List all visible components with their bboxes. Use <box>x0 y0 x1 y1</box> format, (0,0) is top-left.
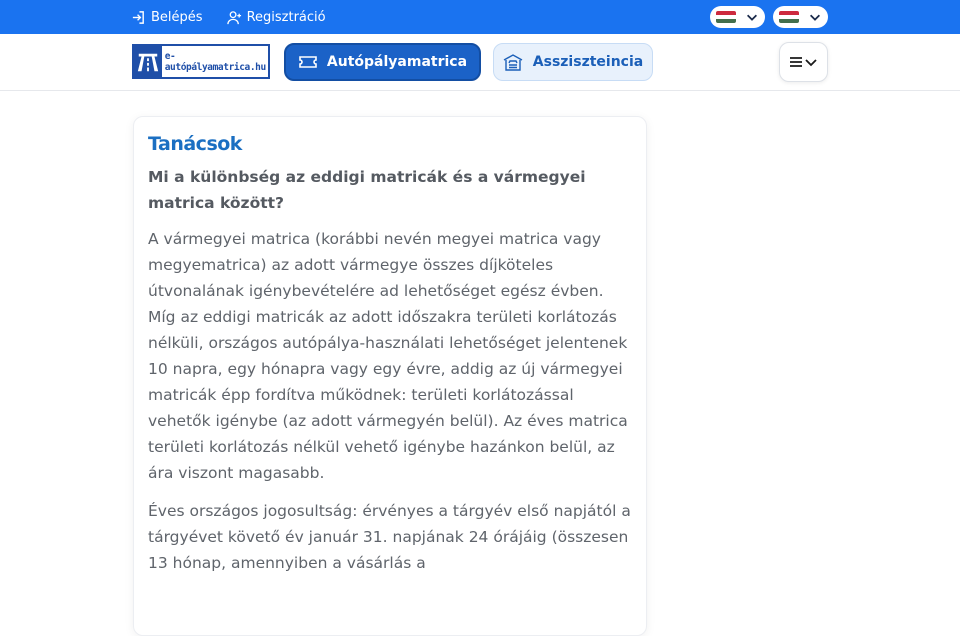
garage-icon <box>503 53 523 71</box>
logo-text: e-autópályamatrica.hu <box>164 50 266 73</box>
site-header <box>0 34 960 91</box>
hungary-flag-icon <box>716 11 736 23</box>
site-logo[interactable] <box>132 44 270 79</box>
ticket-icon <box>298 55 318 69</box>
add-user-icon <box>227 10 242 25</box>
assistance-button-label: Assziszteincia <box>532 54 644 70</box>
register-label: Regisztráció <box>246 9 326 25</box>
login-icon <box>131 10 146 25</box>
chevron-down-icon <box>745 10 759 24</box>
language-select-1[interactable] <box>710 6 765 28</box>
chevron-down-icon <box>804 55 818 69</box>
menu-button[interactable] <box>779 42 828 82</box>
tips-card <box>133 116 647 636</box>
hungary-flag-icon <box>779 11 799 23</box>
faq-answer-paragraph-1: A vármegyei matrica (korábbi nevén megyei matrica vagy megyematrica) az adott vármegye összes díjköteles útvonalának igénybevételére ad lehetőséget egész évben. Míg az eddigi matricák az adott időszakra területi korlátozás nélküli, országos autópálya-használati lehetőséget jelentenek 10 napra, egy hónapra vagy egy évre, addig az új vármegyei matricák épp fordítva működnek: területi korlátozással vehetők igénybe (az adott vármegyén belül). Az éves matrica területi korlátozás nélkül vehető igénybe hazánkon belül, az ára viszont magasabb. <box>148 230 628 482</box>
assistance-button[interactable] <box>493 43 653 81</box>
hamburger-icon <box>789 55 803 69</box>
card-title: Tanácsok <box>148 133 242 155</box>
register-link[interactable] <box>227 10 326 25</box>
auth-links <box>131 0 326 34</box>
vignette-button[interactable] <box>284 43 481 81</box>
login-label: Belépés <box>151 9 203 25</box>
login-link[interactable] <box>131 10 203 25</box>
chevron-down-icon <box>808 10 822 24</box>
faq-question: Mi a különbség az eddigi matricák és a vármegyei matrica között? <box>148 168 586 212</box>
top-bar <box>0 0 960 34</box>
highway-logo-icon <box>134 46 162 77</box>
vignette-button-label: Autópályamatrica <box>326 54 468 70</box>
faq-answer-paragraph-2: Éves országos jogosultság: érvényes a tárgyév első napjától a tárgyévet követő év január 31. napjának 24 órájáig (összesen 13 hónap, amennyiben a vásárlás a <box>148 502 631 572</box>
language-select-2[interactable] <box>773 6 828 28</box>
